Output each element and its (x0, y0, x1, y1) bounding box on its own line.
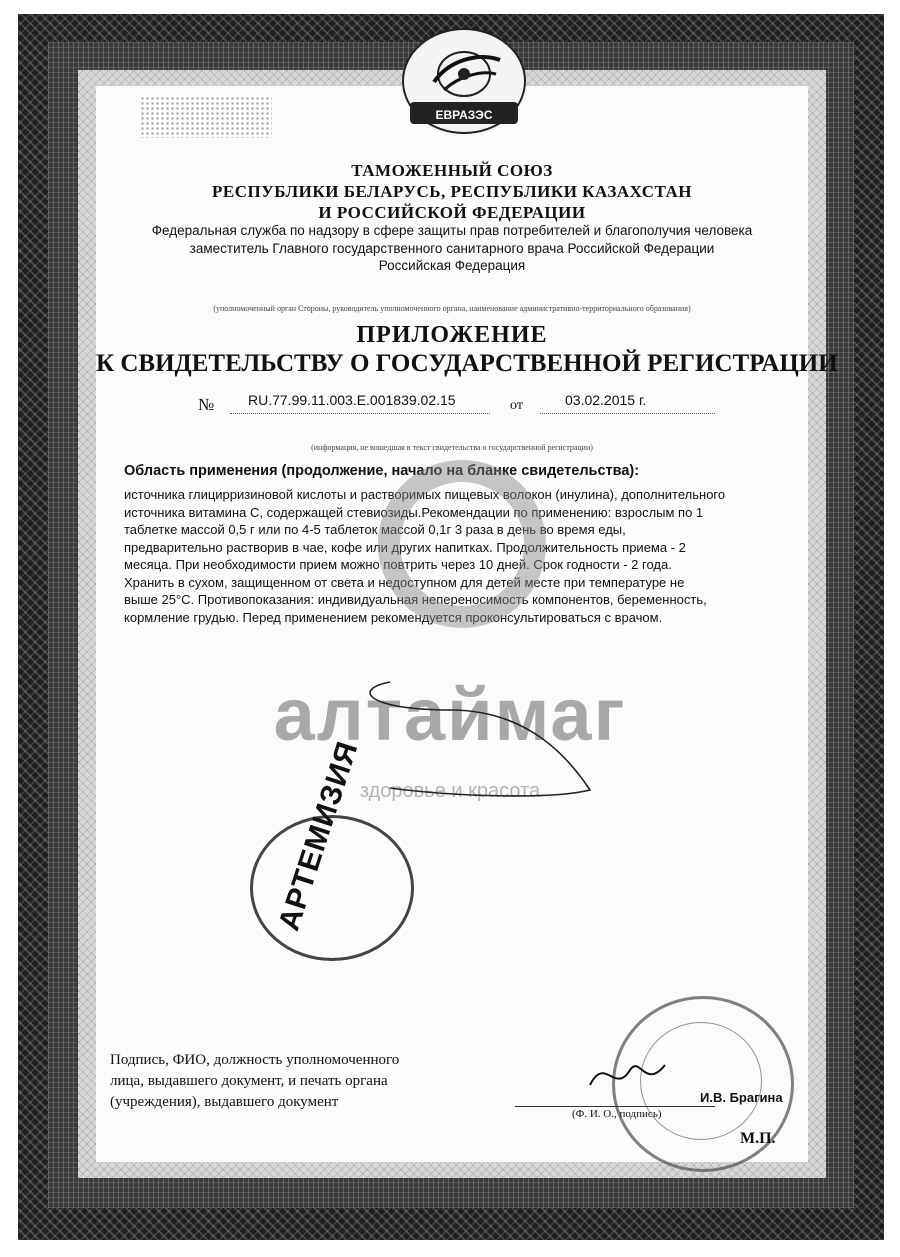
signature-note-line: лица, выдавшего документ, и печать органа (110, 1073, 388, 1089)
company-stamp-text: АРТЕМИЗИЯ (272, 737, 365, 935)
fio-caption: (Ф. И. О., подпись) (572, 1108, 662, 1120)
fio-underline (515, 1106, 715, 1107)
watermark-circle (378, 460, 546, 628)
security-pattern (140, 96, 272, 138)
scope-line: Хранить в сухом, защищенном от света и недоступном для детей месте при температуре не (124, 574, 685, 590)
union-line-1: ТАМОЖЕННЫЙ СОЮЗ (351, 161, 553, 180)
number-underline (230, 413, 490, 414)
scope-line: выше 25°С. Противопоказания: индивидуальная непереносимость компонентов, беременность, (124, 592, 707, 607)
scope-line: таблетке массой 0,5 г или по 4-5 таблеток массой 0,1г 3 раза в день во время еды, (124, 522, 626, 537)
document-subtitle: К СВИДЕТЕЛЬСТВУ О ГОСУДАРСТВЕННОЙ РЕГИСТРАЦИИ (96, 350, 838, 377)
date-underline (540, 413, 715, 414)
union-line-3: И РОССИЙСКОЙ ФЕДЕРАЦИИ (318, 203, 586, 222)
federal-service: Федеральная служба по надзору в сфере защиты прав потребителей и благополучия человека (151, 223, 753, 238)
signer-name: И.В. Брагина (700, 1090, 783, 1105)
eurasec-emblem (402, 28, 526, 134)
watermark-brand: алтаймаг (273, 673, 627, 756)
authority-caption: (уполномоченный орган Стороны, руководитель уполномоченного органа, наименование административно-территориального образования) (213, 304, 691, 313)
watermark-tagline: здоровье и красота (359, 780, 541, 802)
union-heading (96, 160, 808, 223)
scope-line: источника глицирризиновой кислоты и растворимых пищевых волокон (инулина), дополнительного (124, 487, 726, 502)
info-caption: (информация, не вошедшая в текст свидетельства о государственной регистрации) (311, 443, 593, 452)
scope-line: кормление грудью. Перед применением рекомендуется проконсультироваться с врачом. (124, 609, 663, 625)
signature-note-line: (учреждения), выдавшего документ (110, 1094, 339, 1110)
signature-note-line: Подпись, ФИО, должность уполномоченного (110, 1052, 400, 1068)
scope-line: источника витамина С, содержащей стевиозиды.Рекомендации по применению: взрослым по 1 (124, 504, 704, 520)
country-name: Российская Федерация (378, 258, 526, 273)
decorative-swash (330, 670, 610, 810)
number-sign: № (198, 395, 215, 414)
emblem-label: ЕВРАЗЭС (435, 108, 493, 122)
signature-note (110, 1050, 399, 1113)
from-label: от (510, 398, 523, 413)
registration-number: RU.77.99.11.003.Е.001839.02.15 (248, 392, 456, 408)
scope-line: предварительно растворив в чае, кофе или других напитках. Продолжительность приема - 2 (124, 539, 686, 555)
document-title: ПРИЛОЖЕНИЕ (356, 322, 548, 348)
deputy-doctor: заместитель Главного государственного санитарного врача Российской Федерации (189, 241, 715, 256)
seal-mark: М.П. (740, 1130, 776, 1147)
handwritten-signature (585, 1050, 675, 1100)
scope-line: месяца. При необходимости прием можно повтрить через 10 дней. Срок годности - 2 года. (124, 557, 672, 572)
scope-heading: Область применения (продолжение, начало на бланке свидетельства): (124, 463, 640, 479)
union-line-2: РЕСПУБЛИКИ БЕЛАРУСЬ, РЕСПУБЛИКИ КАЗАХСТАН (212, 182, 692, 201)
registration-date: 03.02.2015 г. (565, 392, 647, 408)
